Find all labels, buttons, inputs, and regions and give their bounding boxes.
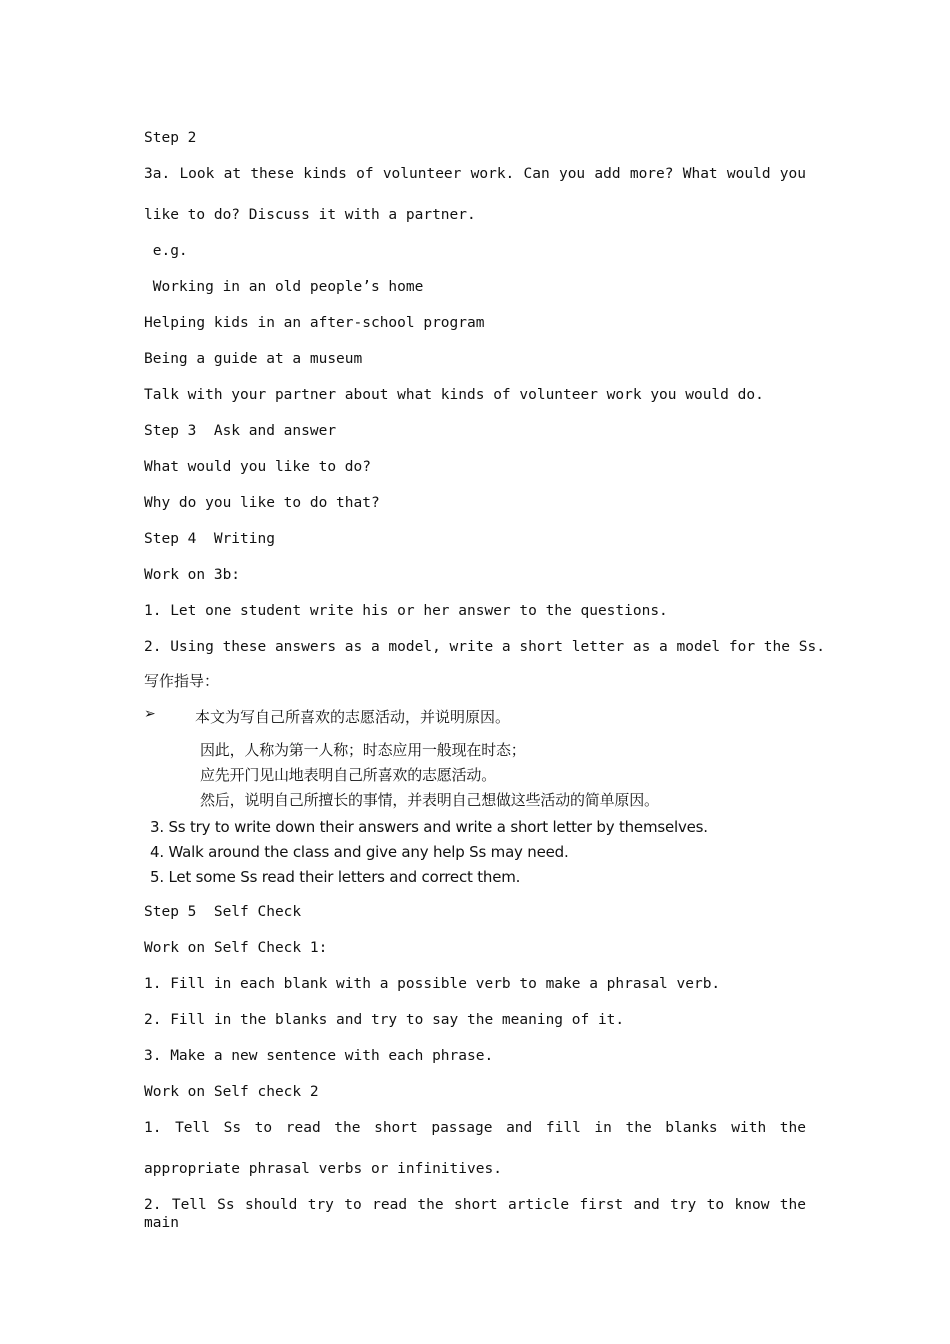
arrow-bullet-icon: ➢ bbox=[144, 706, 156, 722]
self-check-2-label: Work on Self check 2 bbox=[144, 1084, 319, 1100]
example-item-2: Helping kids in an after-school program bbox=[144, 315, 485, 331]
self-check-1-label: Work on Self Check 1: bbox=[144, 940, 328, 956]
step-4-item-5: 5. Let some Ss read their letters and correct them. bbox=[150, 868, 521, 886]
step-4-item-2: 2. Using these answers as a model, write a short letter as a model for the Ss. bbox=[144, 639, 825, 655]
talk-instruction: Talk with your partner about what kinds of volunteer work you would do. bbox=[144, 387, 764, 403]
step-4-item-3: 3. Ss try to write down their answers and write a short letter by themselves. bbox=[150, 818, 708, 836]
work-on-3b-label: Work on 3b: bbox=[144, 567, 241, 583]
example-item-3: Being a guide at a museum bbox=[144, 351, 363, 367]
self-check-1-item-3: 3. Make a new sentence with each phrase. bbox=[144, 1048, 494, 1064]
writing-guide-line-1: 因此，人称为第一人称；时态应用一般现在时态； bbox=[200, 741, 526, 759]
paragraph-3a-line-1: 3a. Look at these kinds of volunteer work. Can you add more? What would you bbox=[144, 166, 806, 182]
example-item-1: Working in an old people’s home bbox=[144, 279, 424, 295]
self-check-2-item-2: 2. Tell Ss should try to read the short article first and try to know the main bbox=[144, 1197, 806, 1231]
self-check-2-item-1-line-2: appropriate phrasal verbs or infinitives. bbox=[144, 1161, 502, 1177]
example-label: e.g. bbox=[144, 243, 188, 259]
step-3-heading: Step 3 Ask and answer bbox=[144, 423, 337, 439]
writing-guide-bullet-text: 本文为写自己所喜欢的志愿活动，并说明原因。 bbox=[195, 708, 511, 726]
writing-guide-heading: 写作指导： bbox=[144, 672, 220, 690]
paragraph-3a-line-2: like to do? Discuss it with a partner. bbox=[144, 207, 476, 223]
self-check-1-item-1: 1. Fill in each blank with a possible verb to make a phrasal verb. bbox=[144, 976, 721, 992]
writing-guide-line-3: 然后，说明自己所擅长的事情，并表明自己想做这些活动的简单原因。 bbox=[200, 791, 659, 809]
step-5-heading: Step 5 Self Check bbox=[144, 904, 302, 920]
self-check-1-item-2: 2. Fill in the blanks and try to say the meaning of it. bbox=[144, 1012, 625, 1028]
question-2: Why do you like to do that? bbox=[144, 495, 380, 511]
step-2-heading: Step 2 bbox=[144, 130, 197, 146]
step-4-heading: Step 4 Writing bbox=[144, 531, 275, 547]
writing-guide-line-2: 应先开门见山地表明自己所喜欢的志愿活动。 bbox=[200, 766, 497, 784]
self-check-2-item-1-line-1: 1. Tell Ss to read the short passage and fill in the blanks with the bbox=[144, 1120, 806, 1136]
question-1: What would you like to do? bbox=[144, 459, 371, 475]
step-4-item-4: 4. Walk around the class and give any help Ss may need. bbox=[150, 843, 569, 861]
step-4-item-1: 1. Let one student write his or her answer to the questions. bbox=[144, 603, 668, 619]
